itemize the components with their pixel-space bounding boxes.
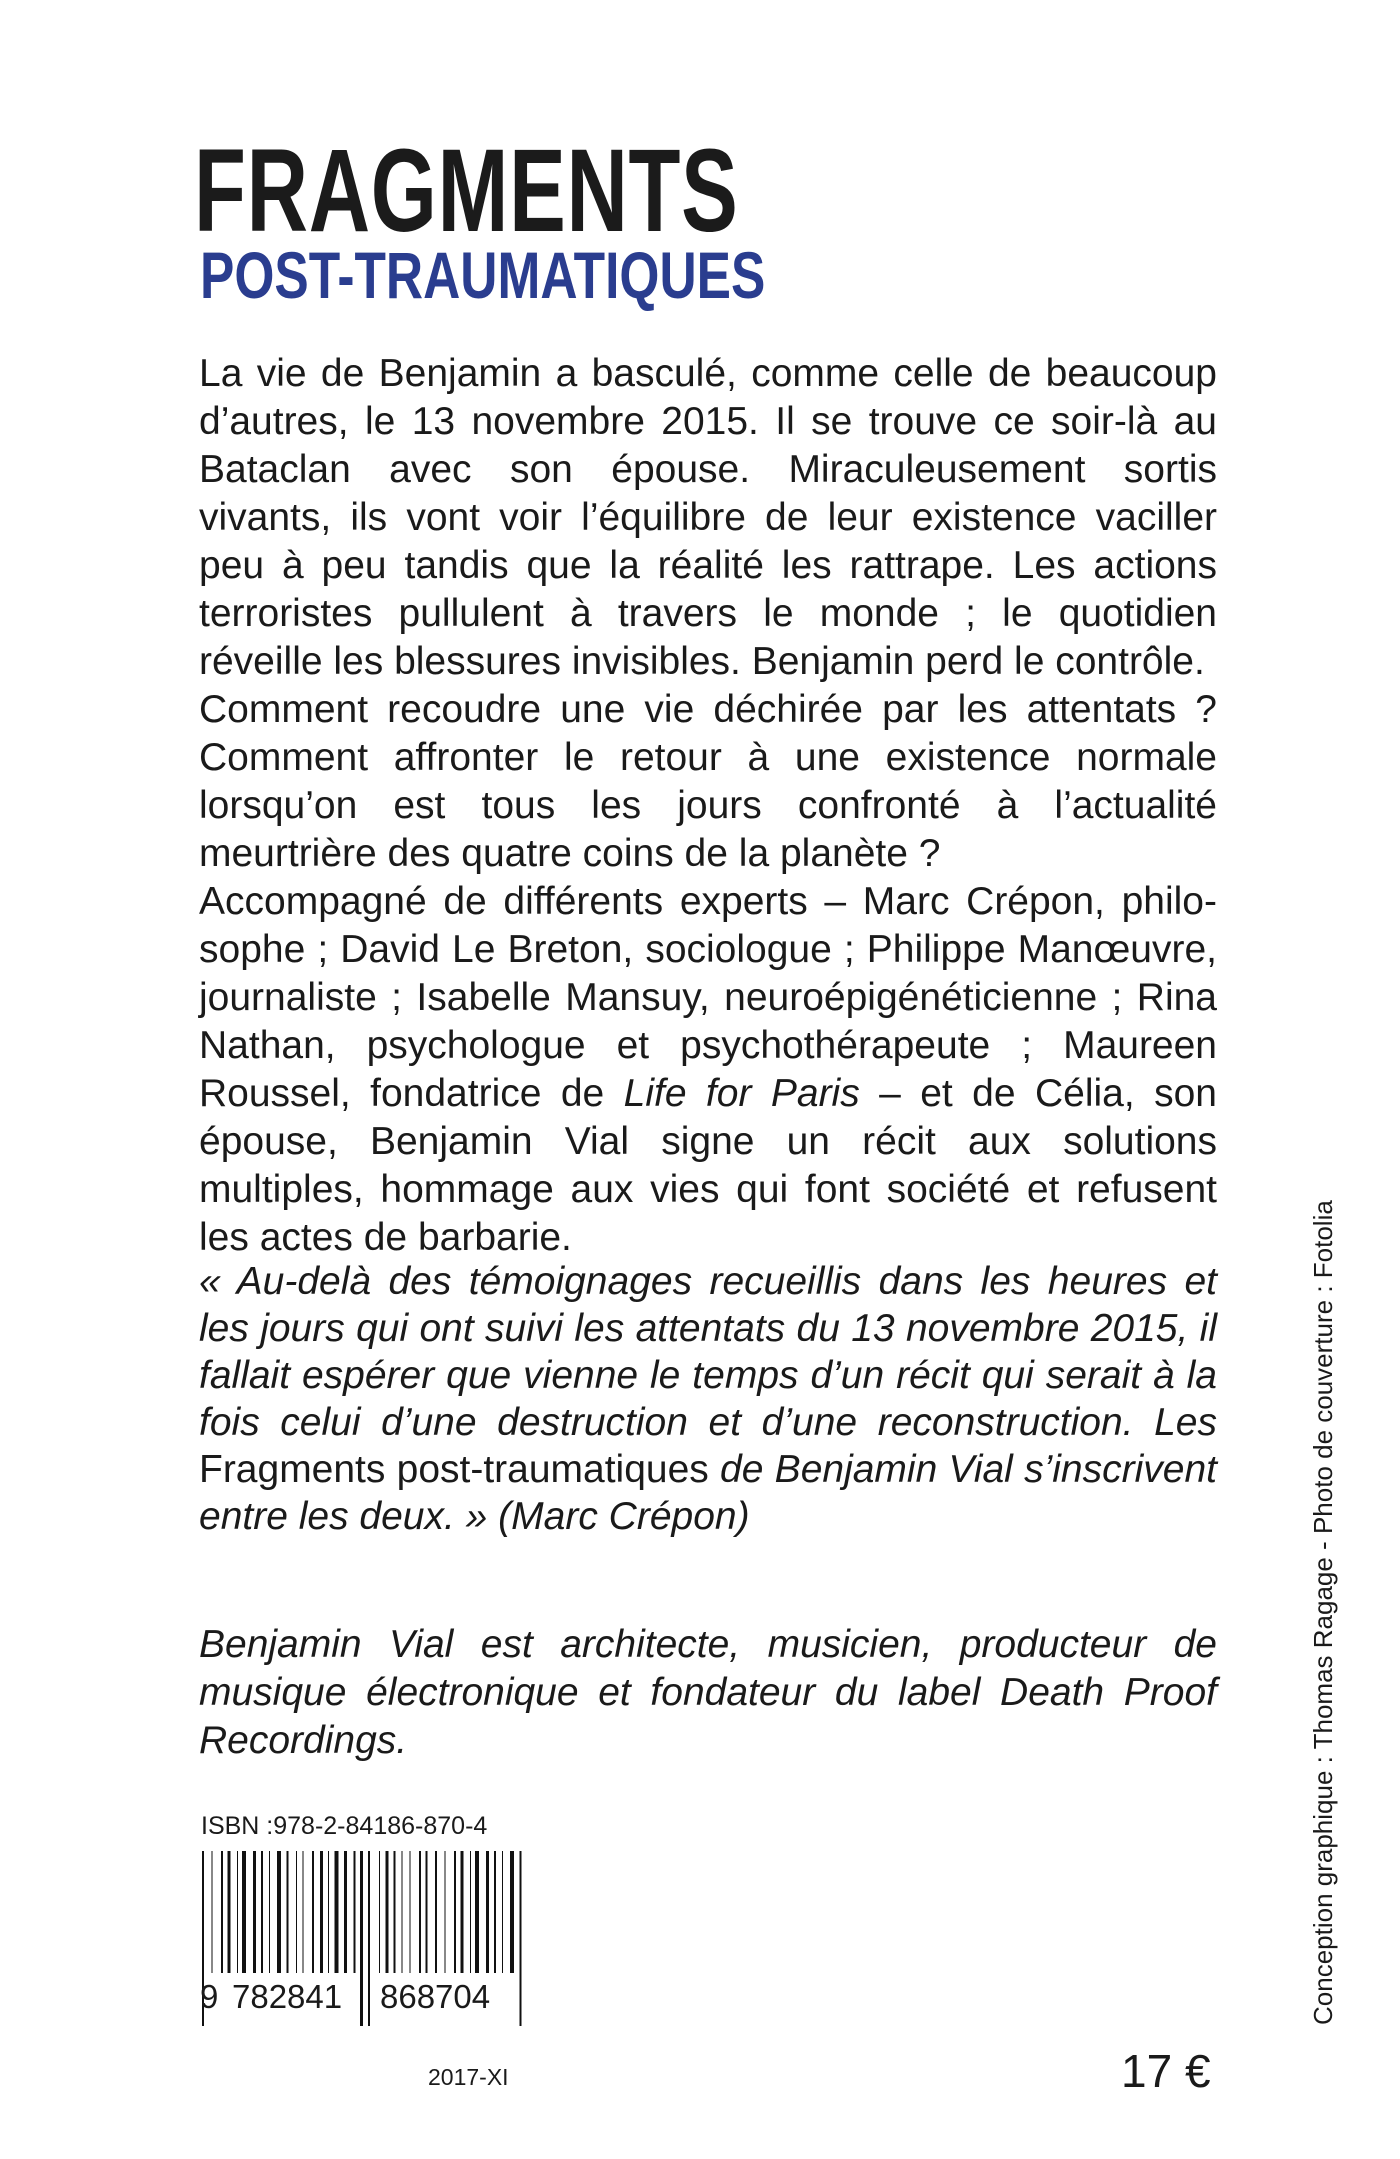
- barcode-bar: [494, 1851, 496, 1973]
- barcode-first-digit: 9: [200, 1978, 219, 2015]
- barcode-bar: [379, 1851, 380, 1973]
- barcode-bar: [277, 1851, 281, 1973]
- blurb-paragraph-3: [199, 878, 1217, 1262]
- barcode-bar: [386, 1851, 389, 1973]
- barcode-bar: [320, 1851, 323, 1973]
- barcode-bar: [435, 1851, 437, 1973]
- book-title: FRAGMENTS: [194, 125, 739, 257]
- barcode-bar: [502, 1851, 503, 1973]
- barcode-bar: [419, 1851, 421, 1973]
- barcode-right-group: 868704: [380, 1978, 491, 2015]
- isbn: ISBN :978-2-84186-870-4: [201, 1812, 488, 1840]
- barcode-bar: [470, 1851, 471, 1973]
- barcode-bar: [402, 1851, 403, 1973]
- barcode-bar: [312, 1851, 314, 1973]
- barcode-bar: [344, 1851, 347, 1973]
- barcode-bar: [287, 1851, 289, 1973]
- barcode-bar: [242, 1851, 246, 1973]
- quoted-book-title: Fragments post-traumatiques: [199, 1448, 709, 1491]
- author-bio: Benjamin Vial est architecte, musicien, producteur de musique électronique et fondateur du label Death Proof Recordings.: [199, 1623, 1217, 1762]
- blurb-p3-end: – et de Célia, son épouse, Benjamin Vial signe un récit aux solutions multiples, hommage aux vies qui font société et refusent les actes de barbarie.: [199, 1072, 1217, 1259]
- barcode-bar: [394, 1851, 396, 1973]
- quote-part-1: « Au-delà des témoignages recueillis dans les heures et les jours qui ont suivi les attentats du 13 novembre 2015, il fallait espérer que vienne le temps d’un récit qui serait à la fois celui d’une destruction et d’une reconstruction. Les: [199, 1260, 1217, 1444]
- barcode-bar: [475, 1851, 479, 1973]
- barcode-bar: [253, 1851, 256, 1973]
- barcode-digits: [0, 1978, 540, 2014]
- barcode-bar: [410, 1851, 411, 1973]
- barcode-bar: [228, 1851, 231, 1973]
- book-subtitle: POST-TRAUMATIQUES: [200, 238, 766, 312]
- life-for-paris-title: Life for Paris: [623, 1072, 860, 1115]
- barcode-bar: [221, 1851, 223, 1973]
- barcode-bar: [486, 1851, 489, 1973]
- quote-part-2: de Benjamin Vial s’inscrivent entre les deux. » (Marc Crépon): [199, 1448, 1217, 1538]
- blurb: [199, 350, 1217, 1262]
- barcode-bar: [510, 1851, 514, 1973]
- barcode-bar: [212, 1851, 213, 1973]
- barcode-bar: [261, 1851, 263, 1973]
- barcode-left-group: 782841: [232, 1978, 343, 2015]
- barcode-bar: [354, 1851, 356, 1973]
- price: 17 €: [1121, 2045, 1211, 2097]
- blurb-paragraph-1: La vie de Benjamin a basculé, comme celle de beaucoup d’autres, le 13 novembre 2015. Il se trouve ce soir-là au Bataclan avec son épouse. Miraculeusement sortis vivants, ils vont voir l’équilibre de leur existence vaciller peu à peu tandis que la réalité les rattrape. Les actions terroristes pullulent à travers le monde ; le quotidien réveille les blessures invisibles. Benjamin perd le contrôle.: [199, 352, 1217, 683]
- barcode-bar: [445, 1851, 446, 1973]
- blurb-p3-start: Accompagné de différents experts – Marc Crépon, philosophe ; David Le Breton, sociologue ; Philippe Manœuvre, journaliste ; Isabelle Mansuy, neuroépigénéticienne ; Rina Nathan, psychologue et psychothérapeute ; Maureen Roussel, fondatrice de: [199, 880, 1217, 1115]
- barcode-bar: [237, 1851, 238, 1973]
- barcode-bar: [303, 1851, 304, 1973]
- barcode-bar: [454, 1851, 456, 1973]
- barcode-bar: [426, 1851, 428, 1973]
- barcode-bar: [269, 1851, 270, 1973]
- blurb-paragraph-2: Comment recoudre une vie déchirée par les attentats ? Comment affronter le retour à une existence normale lorsqu’on est tous les jours confronté à l’actualité meurtrière des quatre coins de la planète ?: [199, 688, 1217, 875]
- barcode-bar: [328, 1851, 329, 1973]
- pull-quote: [199, 1258, 1217, 1540]
- cover-credits: Conception graphique : Thomas Ragage - Photo de couverture : Fotolia: [1308, 1200, 1338, 2025]
- barcode-bar: [335, 1851, 339, 1973]
- barcode-bar: [461, 1851, 464, 1973]
- barcode-bar: [296, 1851, 297, 1973]
- edition-code: 2017-XI: [428, 2064, 509, 2090]
